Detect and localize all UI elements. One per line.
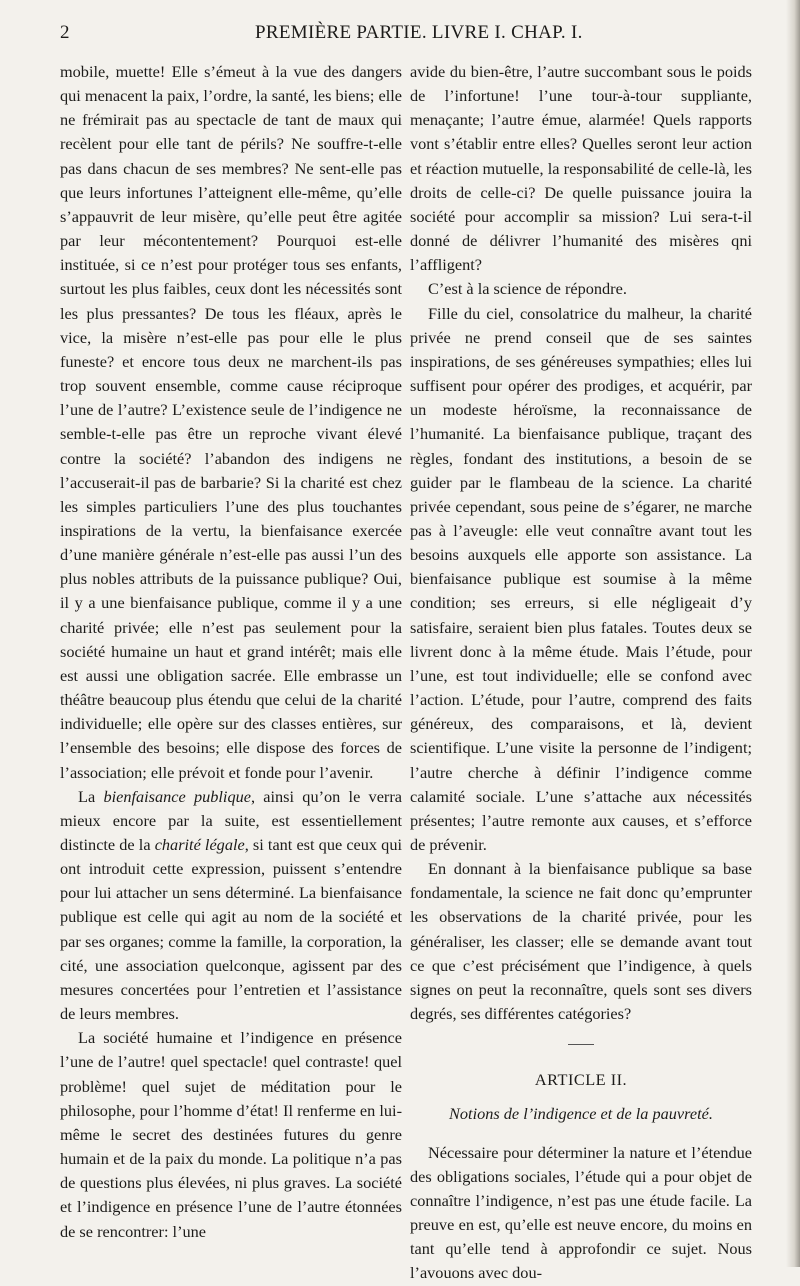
page-number: 2 <box>60 22 70 43</box>
paragraph: avide du bien-être, l’autre succombant sous le poids de l’infortune! l’une tour-à-tour suppliante, menaçante; l’autre émue, alarmée! Quels rapports vont s’établir entre elles? Quelles seront leur action et réaction mutuelle, la responsabilité de celle-là, les droits de celle-ci? De quelle puissance jouira la société pour accomplir sa mission? Lui sera-t-il donné de délivrer l’humanité des misères qni l’affligent? <box>410 62 752 275</box>
text-run: , ainsi qu’on le verra mieux encore par la suite, est essentiellement distincte de la <box>60 786 402 854</box>
paragraph: C’est à la science de répondre. <box>428 279 627 299</box>
paragraph <box>60 785 402 1027</box>
italic-term: charité légale <box>154 835 245 854</box>
paragraph: En donnant à la bienfaisance publique sa base fondamentale, la science ne fait donc qu’emprunter les observations de la charité privée, pour les généraliser, les classer; elle se demande avant tout ce que c’est précisément que l’indigence, à quels signes on peut la reconnaître, quels sont ses divers degrés, ses différentes catégories? <box>410 859 752 1024</box>
left-column <box>60 60 402 1244</box>
right-column <box>410 60 752 1286</box>
paragraph: mobile, muette! Elle s’émeut à la vue des dangers qui menacent la paix, l’ordre, la santé, les biens; elle ne frémirait pas au spectacle de tant de maux qui recèlent pour elle tant de périls? Ne souffre-t-elle pas dans chacun de ses membres? Ne sent-elle pas que leurs infortunes l’atteignent elle-même, qu’elle s’appauvrit de leur misère, qu’elle peut être agitée par leur mécontentement? Pourquoi est-elle instituée, si ce n’est pour protéger tous ses enfants, surtout les plus faibles, ceux dont les nécessités sont les plus pressantes? De tous les fléaux, après le vice, la misère n’est-elle pas pour elle le plus funeste? et encore tous deux ne marchent-ils pas trop souvent ensemble, comme cause réciproque l’une de l’autre? L’existence seule de l’indigence ne semble-t-elle pas être un reproche vivant élevé contre la société? l’abandon des indigens ne l’accuserait-il pas de barbarie? Si la charité est chez les simples particuliers l’une des plus touchantes inspirations de la vertu, la bienfaisance exercée d’une manière générale n’est-elle pas aussi l’un des plus nobles attributs de la puissance publique? Oui, il y a une bienfaisance publique, comme il y a une charité privée; elle n’est pas seulement pour la société humaine un haut et grand intérêt; mais elle est aussi une obligation sacrée. Elle embrasse un théâtre beaucoup plus étendu que celui de la charité individuelle; elle opère sur des classes entières, sur l’ensemble des besoins; elle dispose des forces de l’association; elle prévoit et fonde pour l’avenir. <box>60 62 402 782</box>
section-divider <box>410 1028 752 1052</box>
page-header <box>60 22 750 52</box>
page-edge-shadow <box>786 0 800 1267</box>
running-head: PREMIÈRE PARTIE. LIVRE I. CHAP. I. <box>255 22 583 43</box>
text-run: , si tant est que ceux qui ont introduit cette expression, puissent s’entendre pour lui attacher un sens déterminé. La bienfaisance publique est celle qui agit au nom de la société et par ses organes; comme la famille, la corporation, la cité, une association quelconque, agissent par des mesures concertées pour l’entretien et l’assistance de leurs membres. <box>60 835 402 1024</box>
article-heading: ARTICLE II. <box>534 1070 628 1090</box>
italic-term: bienfaisance publique <box>103 786 251 806</box>
paragraph: Fille du ciel, consolatrice du malheur, la charité privée ne prend conseil que de ses saintes inspirations, de ses généreuses sympathies; elles lui suffisent pour opérer des prodiges, et acquérir, par un modeste héroïsme, la reconnaissance de l’humanité. La bienfaisance publique, traçant des règles, fondant des institutions, a besoin de se guider par le flambeau de la science. La charité privée cependant, sous peine de s’égarer, ne marche pas à l’aveugle: elle veut connaître avant tout les besoins auxquels elle apporte son assistance. La bienfaisance publique est soumise à la même condition; ses erreurs, si elle négligeait d’y satisfaire, seraient bien plus fatales. Toutes deux se livrent donc à la même étude. Mais l’étude, pour l’une, est tout individuelle; elle se confond avec l’action. L’étude, pour l’autre, comprend des faits généreux, des comparaisons, et là, devient scientifique. L’une visite la personne de l’indigent; l’autre cherche à définir l’indigence comme calamité sociale. L’une s’attache aux nécessités présentes; l’autre remonte aux causes, et s’efforce de prévenir. <box>410 303 752 854</box>
paragraph: La société humaine et l’indigence en présence l’une de l’autre! quel spectacle! quel contraste! quel problème! quel sujet de méditation pour le philosophe, pour l’homme d’état! Il renferme en lui-même le secret des destinées futures du genre humain et de la paix du monde. La politique n’a pas de questions plus élevées, ni plus graves. La société et l’indigence en présence l’une de l’autre étonnées de se rencontrer: l’une <box>60 1028 402 1241</box>
article-subtitle: Notions de l’indigence et de la pauvreté. <box>449 1104 713 1124</box>
paragraph: Nécessaire pour déterminer la nature et l’étendue des obligations sociales, l’étude qui a pour objet de connaître l’indigence, n’est pas une étude facile. La preuve en est, qu’elle est neuve encore, du moins en tant qu’elle tend à approfondir ce sujet. Nous l’avouons avec dou- <box>410 1142 752 1283</box>
text-run: La <box>78 786 104 806</box>
